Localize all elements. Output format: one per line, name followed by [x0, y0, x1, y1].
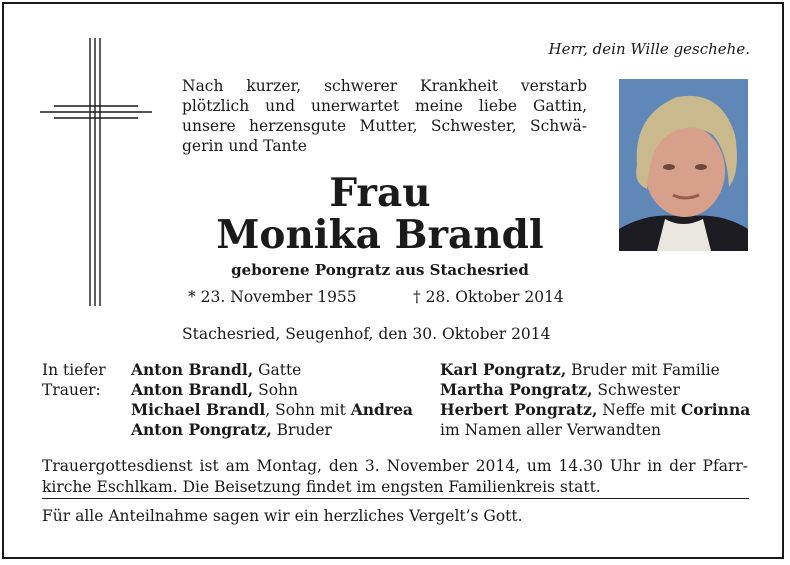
intro-text: Nach kurzer, schwerer Krankheit verstarb plötzlich und unerwartet meine liebe Gattin, unsere herzensgute Mutter, Schwester, Schwä-gerin und Tante: [182, 77, 587, 155]
cross-icon: [40, 38, 152, 306]
portrait-photo: [619, 79, 748, 251]
mourner-role: Bruder mit Familie: [566, 361, 720, 379]
mourner-role: Neffe mit: [597, 401, 681, 419]
mourner-role: Schwester: [592, 381, 680, 399]
birth-date: * 23. November 1955: [188, 288, 357, 306]
service-info: Trauergottesdienst ist am Montag, den 3. November 2014, um 14.30 Uhr in der Pfarr-kirche Eschlkam. Die Beisetzung findet im engsten Familienkreis statt.: [42, 457, 748, 496]
mourner-right-3: [440, 400, 750, 420]
mourner-name: Herbert Pongratz,: [440, 400, 598, 419]
mourner-name: Martha Pongratz,: [440, 380, 593, 399]
maiden-name: geborene Pongratz aus Stachesried: [231, 261, 529, 279]
mourner-right-1: [440, 360, 720, 380]
mourner-role: Sohn: [253, 381, 299, 399]
death-date: † 28. Oktober 2014: [413, 288, 564, 306]
mourners-label-1: In tiefer: [42, 361, 106, 379]
mourner-role: im Namen aller Verwandten: [440, 421, 661, 439]
mourner-name: Anton Brandl,: [131, 380, 254, 399]
title-salutation: Frau: [329, 170, 431, 216]
mourner-role: Bruder: [271, 421, 332, 439]
mourner-name: Michael Brandl: [131, 400, 266, 419]
mourner-role: , Sohn mit: [265, 401, 351, 419]
deceased-name: Monika Brandl: [216, 212, 544, 258]
divider: [42, 498, 749, 499]
mourner-name: Karl Pongratz,: [440, 360, 567, 379]
mourner-role: Gatte: [253, 361, 302, 379]
mourner-left-2: [131, 380, 298, 400]
place-date: Stachesried, Seugenhof, den 30. Oktober 2014: [182, 325, 551, 343]
mourner-left-1: [131, 360, 301, 380]
mourners-label-2: Trauer:: [42, 381, 101, 399]
mourner-name: Anton Brandl,: [131, 360, 254, 379]
mourner-partner: Andrea: [350, 400, 413, 419]
mourner-right-4: [440, 420, 661, 440]
mourner-left-3: [131, 400, 413, 420]
mourner-right-2: [440, 380, 680, 400]
thanks-text: Für alle Anteilnahme sagen wir ein herzliches Vergelt’s Gott.: [42, 507, 523, 525]
mourner-left-4: [131, 420, 332, 440]
mourner-name: Anton Pongratz,: [131, 420, 272, 439]
mourner-partner: Corinna: [680, 400, 751, 419]
motto: Herr, dein Wille geschehe.: [548, 40, 750, 58]
